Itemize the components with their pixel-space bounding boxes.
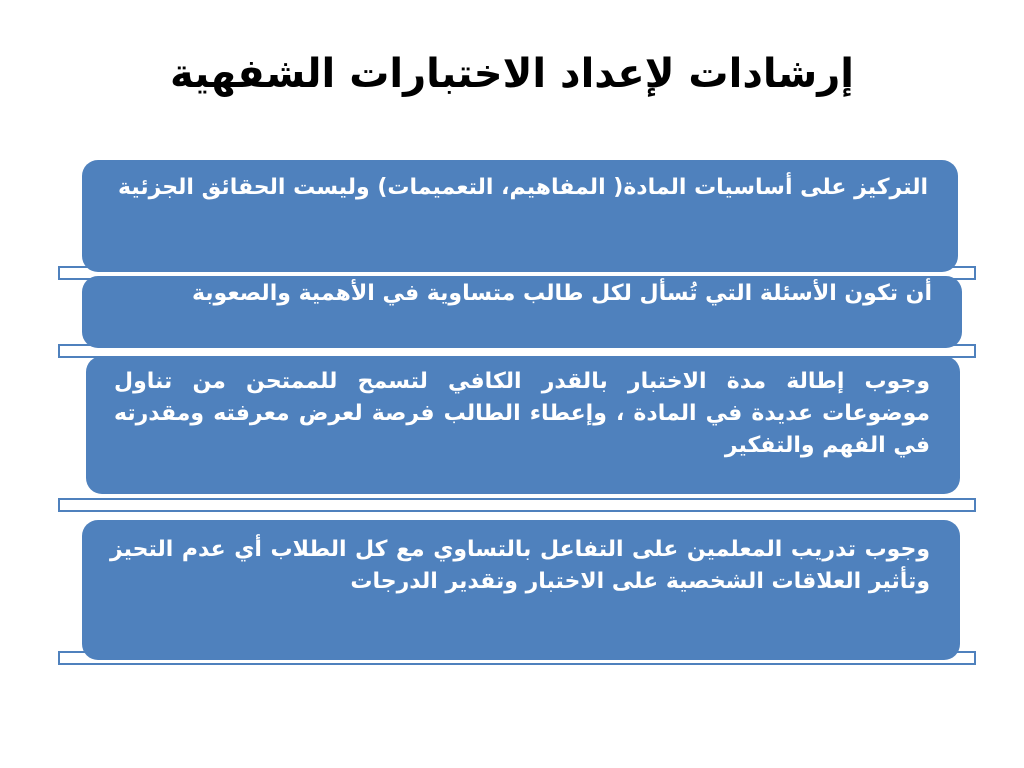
strip-3 bbox=[58, 498, 976, 512]
guideline-text-3: وجوب إطالة مدة الاختبار بالقدر الكافي لتسمح للممتحن من تناول موضوعات عديدة في المادة ، وإعطاء الطالب فرصة لعرض معرفته ومقدرته في الفهم والتفكير bbox=[114, 369, 930, 458]
guideline-box-4 bbox=[82, 520, 960, 660]
slide-title: إرشادات لإعداد الاختبارات الشفهية bbox=[170, 51, 854, 97]
guideline-text-2: أن تكون الأسئلة التي تُسأل لكل طالب متساوية في الأهمية والصعوبة bbox=[191, 281, 932, 306]
guideline-text-1: التركيز على أساسيات المادة( المفاهيم، التعميمات) وليست الحقائق الجزئية bbox=[118, 175, 928, 200]
guideline-text-4: وجوب تدريب المعلمين على التفاعل بالتساوي مع كل الطلاب أي عدم التحيز وتأثير العلاقات الشخصية على الاختبار وتقدير الدرجات bbox=[110, 537, 930, 594]
guideline-box-2 bbox=[82, 276, 962, 348]
guideline-box-1 bbox=[82, 160, 958, 272]
guideline-box-3 bbox=[86, 356, 960, 494]
